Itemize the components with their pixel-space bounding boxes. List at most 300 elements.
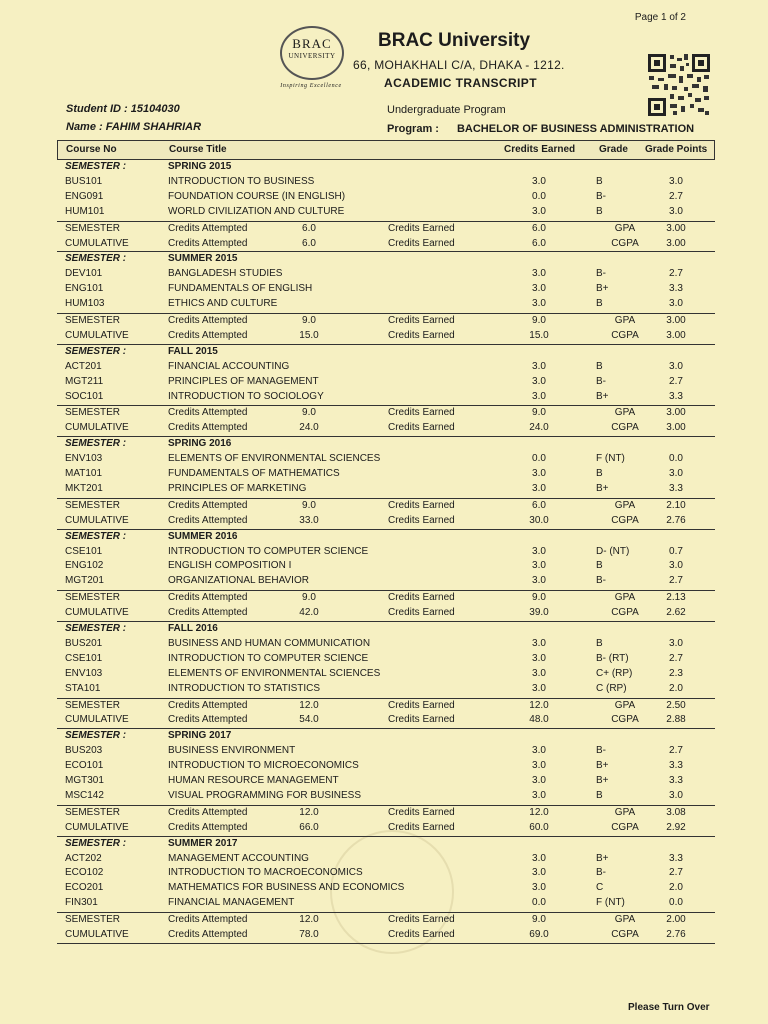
grade: B xyxy=(596,298,603,310)
summary-label: CUMULATIVE xyxy=(65,422,129,434)
semester-separator xyxy=(57,805,715,806)
summary-label: SEMESTER xyxy=(65,699,121,711)
grade: C (RP) xyxy=(596,682,627,694)
gpa-label: GPA xyxy=(614,222,636,234)
course-title: WORLD CIVILIZATION AND CULTURE xyxy=(168,205,345,217)
credits-attempted-value: 6.0 xyxy=(302,222,316,234)
gpa-value: 3.00 xyxy=(666,329,686,341)
grade: B- (RT) xyxy=(596,652,629,664)
course-title: INTRODUCTION TO COMPUTER SCIENCE xyxy=(168,652,369,664)
university-address: 66, MOHAKHALI C/A, DHAKA - 1212. xyxy=(353,58,565,72)
grade-points: 2.0 xyxy=(669,682,683,694)
grade-points: 3.0 xyxy=(669,175,683,187)
course-title: INTRODUCTION TO SOCIOLOGY xyxy=(168,390,324,402)
gpa-value: 2.88 xyxy=(666,714,686,726)
gpa-label: GPA xyxy=(614,592,636,604)
grade-points: 2.7 xyxy=(669,190,683,202)
table-header xyxy=(57,140,715,160)
header-grade-points: Grade Points xyxy=(645,144,708,155)
logo-line2: UNIVERSITY xyxy=(288,52,336,60)
semester-separator xyxy=(57,590,715,591)
logo-tagline: Inspiring Excellence xyxy=(280,83,342,89)
credits-earned-label: Credits Earned xyxy=(388,714,455,726)
header-credits-earned: Credits Earned xyxy=(504,144,576,155)
credits-earned: 3.0 xyxy=(532,682,546,694)
course-no: ENG102 xyxy=(65,560,104,572)
grade: B- xyxy=(596,190,606,202)
grade-points: 3.3 xyxy=(669,760,683,772)
credits-attempted-value: 9.0 xyxy=(302,592,316,604)
course-no: ACT202 xyxy=(65,852,102,864)
grade: D- (NT) xyxy=(596,545,630,557)
course-title: ORGANIZATIONAL BEHAVIOR xyxy=(168,575,309,587)
gpa-value: 3.08 xyxy=(666,806,686,818)
semester-label: SEMESTER : xyxy=(65,438,127,450)
credits-earned: 3.0 xyxy=(532,482,546,494)
grade-points: 0.7 xyxy=(669,545,683,557)
grade-points: 2.7 xyxy=(669,867,683,879)
course-title: INTRODUCTION TO STATISTICS xyxy=(168,682,321,694)
credits-earned-value: 6.0 xyxy=(532,237,546,249)
grade-points: 3.0 xyxy=(669,360,683,372)
gpa-value: 2.13 xyxy=(666,592,686,604)
semester-label: SEMESTER : xyxy=(65,161,127,172)
credits-earned: 3.0 xyxy=(532,175,546,187)
credits-attempted-label: Credits Attempted xyxy=(168,237,248,249)
semester-separator xyxy=(57,436,715,437)
course-no: MGT201 xyxy=(65,575,104,587)
credits-earned-value: 6.0 xyxy=(532,222,546,234)
credits-attempted-label: Credits Attempted xyxy=(168,699,248,711)
grade-points: 3.0 xyxy=(669,205,683,217)
credits-earned-label: Credits Earned xyxy=(388,407,455,419)
university-logo xyxy=(268,26,354,96)
gpa-label: GPA xyxy=(614,699,636,711)
grade: B xyxy=(596,560,603,572)
course-no: ECO101 xyxy=(65,760,104,772)
program-label: Program : xyxy=(387,123,439,135)
grade: B xyxy=(596,468,603,479)
grade: B xyxy=(596,637,603,649)
credits-earned-label: Credits Earned xyxy=(388,806,455,818)
credits-earned: 3.0 xyxy=(532,789,546,801)
credits-earned-label: Credits Earned xyxy=(388,329,455,341)
course-title: ETHICS AND CULTURE xyxy=(168,298,278,310)
course-title: BUSINESS AND HUMAN COMMUNICATION xyxy=(168,637,371,649)
credits-attempted-label: Credits Attempted xyxy=(168,222,248,234)
grade-points: 3.0 xyxy=(669,560,683,572)
credits-attempted-label: Credits Attempted xyxy=(168,714,248,726)
credits-earned-value: 12.0 xyxy=(529,699,549,711)
course-title: INTRODUCTION TO COMPUTER SCIENCE xyxy=(168,545,369,557)
course-title: FUNDAMENTALS OF MATHEMATICS xyxy=(168,468,340,479)
summary-label: CUMULATIVE xyxy=(65,714,129,726)
grade-points: 3.3 xyxy=(669,482,683,494)
semester-label: SEMESTER : xyxy=(65,623,127,634)
grade: B- xyxy=(596,268,606,280)
credits-earned: 3.0 xyxy=(532,268,546,280)
course-no: MKT201 xyxy=(65,482,103,494)
semester-label: SEMESTER : xyxy=(65,345,127,357)
grade: F (NT) xyxy=(596,453,625,465)
grade-points: 3.0 xyxy=(669,298,683,310)
credits-attempted-value: 54.0 xyxy=(299,714,319,726)
course-no: DEV101 xyxy=(65,268,103,280)
credits-earned: 3.0 xyxy=(532,652,546,664)
grade-points: 2.7 xyxy=(669,268,683,280)
grade-points: 3.0 xyxy=(669,637,683,649)
credits-earned: 3.0 xyxy=(532,468,546,479)
summary-label: CUMULATIVE xyxy=(65,237,129,249)
course-no: MGT301 xyxy=(65,775,104,786)
grade-points: 3.3 xyxy=(669,390,683,402)
grade: C+ (RP) xyxy=(596,667,633,679)
course-no: ENG091 xyxy=(65,190,104,202)
course-no: ECO102 xyxy=(65,867,104,879)
credits-earned: 3.0 xyxy=(532,760,546,772)
grade: B xyxy=(596,175,603,187)
course-title: ELEMENTS OF ENVIRONMENTAL SCIENCES xyxy=(168,667,381,679)
course-no: HUM101 xyxy=(65,205,105,217)
semester-separator xyxy=(57,313,715,314)
credits-earned-label: Credits Earned xyxy=(388,514,455,526)
grade: B xyxy=(596,205,603,217)
credits-attempted-label: Credits Attempted xyxy=(168,607,248,619)
gpa-label: CGPA xyxy=(611,237,639,249)
gpa-label: CGPA xyxy=(611,607,639,619)
credits-earned: 3.0 xyxy=(532,745,546,757)
gpa-value: 3.00 xyxy=(666,407,686,419)
gpa-label: CGPA xyxy=(611,714,639,726)
gpa-value: 2.00 xyxy=(666,914,686,926)
semester-name: SUMMER 2016 xyxy=(168,530,238,542)
course-title: FINANCIAL MANAGEMENT xyxy=(168,897,295,909)
summary-label: SEMESTER xyxy=(65,315,121,326)
gpa-value: 3.00 xyxy=(666,315,686,326)
summary-label: CUMULATIVE xyxy=(65,329,129,341)
gpa-value: 2.92 xyxy=(666,821,686,833)
grade-points: 3.0 xyxy=(669,789,683,801)
course-title: HUMAN RESOURCE MANAGEMENT xyxy=(168,775,339,786)
credits-earned-value: 30.0 xyxy=(529,514,549,526)
document-title: ACADEMIC TRANSCRIPT xyxy=(384,76,537,90)
credits-attempted-value: 12.0 xyxy=(299,914,319,926)
semester-separator xyxy=(57,251,715,252)
grade-points: 0.0 xyxy=(669,453,683,465)
credits-earned: 3.0 xyxy=(532,882,546,894)
credits-attempted-value: 42.0 xyxy=(299,607,319,619)
credits-earned-value: 48.0 xyxy=(529,714,549,726)
course-no: ENV103 xyxy=(65,453,103,465)
course-no: MSC142 xyxy=(65,789,104,801)
semester-name: SPRING 2017 xyxy=(168,730,232,742)
grade: B+ xyxy=(596,775,609,786)
credits-earned: 3.0 xyxy=(532,852,546,864)
gpa-value: 2.76 xyxy=(666,929,686,940)
summary-label: SEMESTER xyxy=(65,592,121,604)
credits-attempted-value: 12.0 xyxy=(299,699,319,711)
credits-earned-value: 6.0 xyxy=(532,499,546,511)
header-course-no: Course No xyxy=(66,144,117,155)
grade: B xyxy=(596,789,603,801)
credits-earned: 3.0 xyxy=(532,360,546,372)
gpa-label: CGPA xyxy=(611,422,639,434)
credits-earned-label: Credits Earned xyxy=(388,422,455,434)
credits-earned-label: Credits Earned xyxy=(388,821,455,833)
gpa-value: 2.50 xyxy=(666,699,686,711)
course-no: STA101 xyxy=(65,682,101,694)
summary-label: SEMESTER xyxy=(65,806,121,818)
credits-earned: 3.0 xyxy=(532,205,546,217)
credits-attempted-label: Credits Attempted xyxy=(168,914,248,926)
credits-earned: 0.0 xyxy=(532,453,546,465)
credits-attempted-label: Credits Attempted xyxy=(168,329,248,341)
credits-earned: 3.0 xyxy=(532,545,546,557)
semester-label: SEMESTER : xyxy=(65,530,127,542)
credits-earned: 3.0 xyxy=(532,283,546,295)
credits-earned-label: Credits Earned xyxy=(388,237,455,249)
grade-points: 3.0 xyxy=(669,468,683,479)
credits-earned-label: Credits Earned xyxy=(388,929,455,940)
credits-earned-value: 60.0 xyxy=(529,821,549,833)
gpa-label: GPA xyxy=(614,499,636,511)
credits-earned-label: Credits Earned xyxy=(388,914,455,926)
gpa-value: 3.00 xyxy=(666,237,686,249)
course-no: BUS203 xyxy=(65,745,103,757)
grade-points: 2.3 xyxy=(669,667,683,679)
credits-earned-label: Credits Earned xyxy=(388,699,455,711)
credits-attempted-label: Credits Attempted xyxy=(168,514,248,526)
course-no: CSE101 xyxy=(65,652,103,664)
transcript-table xyxy=(57,140,715,940)
semester-separator xyxy=(57,943,715,944)
semester-separator xyxy=(57,405,715,406)
credits-attempted-label: Credits Attempted xyxy=(168,929,248,940)
credits-earned-label: Credits Earned xyxy=(388,592,455,604)
grade: B+ xyxy=(596,852,609,864)
semester-name: SPRING 2015 xyxy=(168,161,232,172)
course-no: SOC101 xyxy=(65,390,104,402)
credits-attempted-label: Credits Attempted xyxy=(168,499,248,511)
credits-attempted-value: 12.0 xyxy=(299,806,319,818)
credits-earned-value: 24.0 xyxy=(529,422,549,434)
gpa-label: CGPA xyxy=(611,821,639,833)
semester-separator xyxy=(57,344,715,345)
semester-separator xyxy=(57,836,715,837)
course-title: BUSINESS ENVIRONMENT xyxy=(168,745,296,757)
semester-separator xyxy=(57,728,715,729)
grade-points: 2.7 xyxy=(669,375,683,387)
gpa-label: CGPA xyxy=(611,929,639,940)
semester-separator xyxy=(57,912,715,913)
course-title: INTRODUCTION TO MACROECONOMICS xyxy=(168,867,363,879)
student-name: Name : FAHIM SHAHRIAR xyxy=(66,121,202,133)
course-title: INTRODUCTION TO MICROECONOMICS xyxy=(168,760,359,772)
header-course-title: Course Title xyxy=(169,144,227,155)
credits-earned-label: Credits Earned xyxy=(388,499,455,511)
semester-label: SEMESTER : xyxy=(65,253,127,265)
grade-points: 2.7 xyxy=(669,575,683,587)
grade: B- xyxy=(596,867,606,879)
program xyxy=(387,123,694,135)
credits-earned-label: Credits Earned xyxy=(388,607,455,619)
credits-earned-value: 15.0 xyxy=(529,329,549,341)
grade: B- xyxy=(596,375,606,387)
grade-points: 3.3 xyxy=(669,283,683,295)
course-title: FOUNDATION COURSE (IN ENGLISH) xyxy=(168,190,346,202)
summary-label: CUMULATIVE xyxy=(65,821,129,833)
gpa-label: GPA xyxy=(614,315,636,326)
course-no: BUS201 xyxy=(65,637,103,649)
summary-label: SEMESTER xyxy=(65,499,121,511)
course-title: MANAGEMENT ACCOUNTING xyxy=(168,852,309,864)
semester-name: FALL 2015 xyxy=(168,345,218,357)
credits-attempted-value: 78.0 xyxy=(299,929,319,940)
student-id: Student ID : 15104030 xyxy=(66,103,180,115)
grade: C xyxy=(596,882,604,894)
credits-attempted-value: 15.0 xyxy=(299,329,319,341)
qr-code-icon xyxy=(646,52,712,118)
gpa-label: GPA xyxy=(614,806,636,818)
grade: F (NT) xyxy=(596,897,625,909)
credits-attempted-value: 24.0 xyxy=(299,422,319,434)
course-title: FUNDAMENTALS OF ENGLISH xyxy=(168,283,313,295)
credits-earned-label: Credits Earned xyxy=(388,222,455,234)
course-title: ENGLISH COMPOSITION I xyxy=(168,560,292,572)
grade: B- xyxy=(596,745,606,757)
grade-points: 3.3 xyxy=(669,775,683,786)
course-no: CSE101 xyxy=(65,545,103,557)
credits-earned: 3.0 xyxy=(532,390,546,402)
course-title: BANGLADESH STUDIES xyxy=(168,268,283,280)
course-title: VISUAL PROGRAMMING FOR BUSINESS xyxy=(168,789,361,801)
summary-label: SEMESTER xyxy=(65,407,121,419)
course-title: ELEMENTS OF ENVIRONMENTAL SCIENCES xyxy=(168,453,381,465)
summary-label: SEMESTER xyxy=(65,222,121,234)
grade: B xyxy=(596,360,603,372)
credits-earned: 3.0 xyxy=(532,560,546,572)
gpa-label: GPA xyxy=(614,914,636,926)
gpa-label: CGPA xyxy=(611,329,639,341)
gpa-value: 3.00 xyxy=(666,222,686,234)
course-no: ACT201 xyxy=(65,360,102,372)
gpa-label: CGPA xyxy=(611,514,639,526)
grade-points: 2.0 xyxy=(669,882,683,894)
summary-label: SEMESTER xyxy=(65,914,121,926)
grade: B+ xyxy=(596,390,609,402)
credits-earned: 0.0 xyxy=(532,897,546,909)
course-no: MGT211 xyxy=(65,375,104,387)
course-no: ENG101 xyxy=(65,283,104,295)
course-title: FINANCIAL ACCOUNTING xyxy=(168,360,290,372)
grade: B- xyxy=(596,575,606,587)
credits-earned: 3.0 xyxy=(532,637,546,649)
credits-earned-value: 9.0 xyxy=(532,592,546,604)
credits-earned-value: 9.0 xyxy=(532,315,546,326)
semester-separator xyxy=(57,529,715,530)
credits-earned: 0.0 xyxy=(532,190,546,202)
credits-attempted-value: 9.0 xyxy=(302,499,316,511)
grade: B+ xyxy=(596,760,609,772)
semester-name: FALL 2016 xyxy=(168,623,218,634)
course-no: MAT101 xyxy=(65,468,103,479)
semester-name: SPRING 2016 xyxy=(168,438,232,450)
credits-attempted-value: 9.0 xyxy=(302,407,316,419)
course-no: ECO201 xyxy=(65,882,104,894)
course-no: FIN301 xyxy=(65,897,98,909)
gpa-value: 2.10 xyxy=(666,499,686,511)
credits-attempted-value: 6.0 xyxy=(302,237,316,249)
credits-earned: 3.0 xyxy=(532,775,546,786)
credits-earned-value: 69.0 xyxy=(529,929,549,940)
credits-earned-value: 39.0 xyxy=(529,607,549,619)
summary-label: CUMULATIVE xyxy=(65,607,129,619)
grade-points: 2.7 xyxy=(669,652,683,664)
credits-attempted-label: Credits Attempted xyxy=(168,806,248,818)
semester-label: SEMESTER : xyxy=(65,837,127,849)
semester-separator xyxy=(57,498,715,499)
program-value: BACHELOR OF BUSINESS ADMINISTRATION xyxy=(456,123,695,135)
credits-attempted-label: Credits Attempted xyxy=(168,407,248,419)
credits-earned: 3.0 xyxy=(532,375,546,387)
grade-points: 0.0 xyxy=(669,897,683,909)
gpa-label: GPA xyxy=(614,407,636,419)
semester-label: SEMESTER : xyxy=(65,730,127,742)
credits-attempted-label: Credits Attempted xyxy=(168,315,248,326)
program-level: Undergraduate Program xyxy=(387,104,506,116)
semester-separator xyxy=(57,698,715,699)
logo-seal xyxy=(280,26,344,80)
course-no: BUS101 xyxy=(65,175,103,187)
please-turn-over: Please Turn Over xyxy=(628,1002,710,1013)
credits-attempted-label: Credits Attempted xyxy=(168,422,248,434)
summary-label: CUMULATIVE xyxy=(65,514,129,526)
credits-earned: 3.0 xyxy=(532,575,546,587)
gpa-value: 2.76 xyxy=(666,514,686,526)
university-name: BRAC University xyxy=(378,30,531,51)
credits-earned: 3.0 xyxy=(532,667,546,679)
credits-attempted-label: Credits Attempted xyxy=(168,592,248,604)
credits-earned-value: 9.0 xyxy=(532,914,546,926)
credits-earned-value: 12.0 xyxy=(529,806,549,818)
gpa-value: 3.00 xyxy=(666,422,686,434)
grade-points: 3.3 xyxy=(669,852,683,864)
credits-earned: 3.0 xyxy=(532,867,546,879)
credits-attempted-value: 9.0 xyxy=(302,315,316,326)
semester-name: SUMMER 2017 xyxy=(168,837,238,849)
course-title: MATHEMATICS FOR BUSINESS AND ECONOMICS xyxy=(168,882,405,894)
course-title: PRINCIPLES OF MARKETING xyxy=(168,482,307,494)
grade: B+ xyxy=(596,482,609,494)
credits-attempted-value: 33.0 xyxy=(299,514,319,526)
credits-attempted-value: 66.0 xyxy=(299,821,319,833)
semester-separator xyxy=(57,621,715,622)
semester-name: SUMMER 2015 xyxy=(168,253,238,265)
credits-attempted-label: Credits Attempted xyxy=(168,821,248,833)
course-title: PRINCIPLES OF MANAGEMENT xyxy=(168,375,319,387)
credits-earned: 3.0 xyxy=(532,298,546,310)
credits-earned-value: 9.0 xyxy=(532,407,546,419)
credits-earned-label: Credits Earned xyxy=(388,315,455,326)
summary-label: CUMULATIVE xyxy=(65,929,129,940)
course-no: ENV103 xyxy=(65,667,103,679)
course-title: INTRODUCTION TO BUSINESS xyxy=(168,175,315,187)
semester-separator xyxy=(57,221,715,222)
page-number: Page 1 of 2 xyxy=(634,12,686,23)
gpa-value: 2.62 xyxy=(666,607,686,619)
header-grade: Grade xyxy=(599,144,628,155)
grade-points: 2.7 xyxy=(669,745,683,757)
